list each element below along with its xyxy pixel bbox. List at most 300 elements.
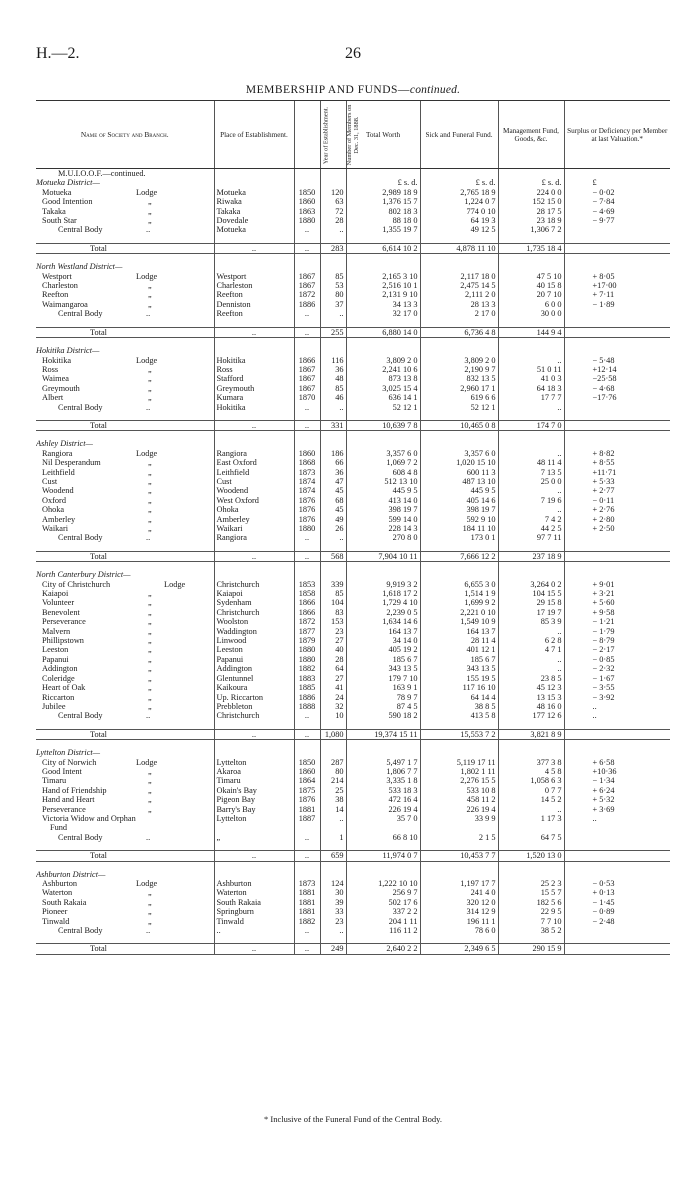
place-cell: Takaka xyxy=(214,207,294,216)
sick-cell: 458 11 2 xyxy=(420,795,498,804)
table-row xyxy=(36,580,670,589)
spacer-cell xyxy=(36,319,214,328)
spacer-cell xyxy=(214,254,294,263)
district-name: North Canterbury District— xyxy=(36,570,131,580)
branch-name: Albert xyxy=(42,393,64,403)
branch-type: „ xyxy=(148,598,152,608)
place-cell: Springburn xyxy=(214,907,294,916)
spacer-cell xyxy=(320,254,346,263)
district-header-row xyxy=(36,748,670,757)
branch-cell xyxy=(36,702,214,711)
worth-cell: 179 7 10 xyxy=(346,674,420,683)
mgmt-cell: 29 15 8 xyxy=(498,598,564,607)
empty-cell xyxy=(214,439,294,448)
table-row xyxy=(36,505,670,514)
branch-name: Nil Desperandum xyxy=(42,458,101,468)
sick-cell: 1,514 1 9 xyxy=(420,589,498,598)
spacer-cell xyxy=(564,721,670,730)
branch-cell xyxy=(36,207,214,216)
branch-cell xyxy=(36,300,214,309)
empty-cell xyxy=(346,870,420,879)
members-cell: .. xyxy=(320,926,346,935)
table-row xyxy=(36,702,670,711)
surplus-cell: +12·14 xyxy=(564,365,670,374)
col-header-members-text: Number of Members on Dec. 31, 1888. xyxy=(345,104,360,165)
spacer-cell xyxy=(420,740,498,749)
surplus-cell: + 8·05 xyxy=(564,272,670,281)
spacer-cell xyxy=(346,319,420,328)
spacer-row xyxy=(36,842,670,851)
spacer-cell xyxy=(564,431,670,440)
branch-name: Amberley xyxy=(42,514,76,524)
worth-cell: 2,131 9 10 xyxy=(346,290,420,299)
total-row xyxy=(36,420,670,430)
empty-cell xyxy=(294,346,320,355)
branch-name: Central Body xyxy=(58,711,103,721)
branch-cell xyxy=(36,365,214,374)
year-cell: 1880 xyxy=(294,645,320,654)
total-row xyxy=(36,327,670,337)
sick-cell: 619 6 6 xyxy=(420,393,498,402)
members-cell: 36 xyxy=(320,468,346,477)
spacer-cell xyxy=(498,935,564,944)
mgmt-cell: 177 12 6 xyxy=(498,711,564,720)
place-cell: Hokitika xyxy=(214,403,294,412)
spacer-cell xyxy=(564,562,670,571)
total-row xyxy=(36,551,670,561)
sick-cell: 2,190 9 7 xyxy=(420,365,498,374)
spacer-cell xyxy=(320,412,346,421)
year-cell: 1873 xyxy=(294,468,320,477)
branch-type: .. xyxy=(146,926,151,936)
total-label: Total xyxy=(36,944,214,954)
district-header-row xyxy=(36,870,670,879)
surplus-cell xyxy=(564,225,670,234)
mgmt-cell: 40 15 8 xyxy=(498,281,564,290)
surplus-cell: − 4·68 xyxy=(564,384,670,393)
mgmt-cell: 224 0 0 xyxy=(498,188,564,197)
table-row xyxy=(36,917,670,926)
spacer-cell xyxy=(36,861,214,870)
district-name: Ashley District— xyxy=(36,439,93,449)
spacer-cell xyxy=(214,338,294,347)
members-cell: 28 xyxy=(320,216,346,225)
spacer-cell xyxy=(36,254,214,263)
branch-type: „ xyxy=(148,804,152,814)
spacer-cell xyxy=(564,935,670,944)
empty-cell xyxy=(346,748,420,757)
table-row xyxy=(36,290,670,299)
branch-name: Pioneer xyxy=(42,907,68,917)
table-row xyxy=(36,216,670,225)
members-cell: 104 xyxy=(320,598,346,607)
empty-cell xyxy=(320,169,346,179)
year-cell: 1886 xyxy=(294,300,320,309)
year-cell: .. xyxy=(294,403,320,412)
branch-type: „ xyxy=(148,897,152,907)
sick-cell: 343 13 5 xyxy=(420,664,498,673)
spacer-cell xyxy=(214,319,294,328)
place-cell: Rangiora xyxy=(214,449,294,458)
mgmt-cell: 14 5 2 xyxy=(498,795,564,804)
surplus-cell: − 5·48 xyxy=(564,356,670,365)
branch-type: Lodge xyxy=(136,757,158,767)
worth-total: 10,639 7 8 xyxy=(346,420,420,430)
place-cell: Denniston xyxy=(214,300,294,309)
surplus-total xyxy=(564,420,670,430)
empty-cell xyxy=(346,169,420,179)
surplus-cell: −25·58 xyxy=(564,374,670,383)
spacer-cell xyxy=(214,935,294,944)
district-name: Hokitika District— xyxy=(36,346,100,356)
district-header-row xyxy=(36,439,670,448)
year-cell: 1880 xyxy=(294,216,320,225)
branch-type: Lodge xyxy=(136,448,158,458)
surplus-cell: − 0·02 xyxy=(564,188,670,197)
surplus-cell: +10·36 xyxy=(564,767,670,776)
sick-cell: 2,765 18 9 xyxy=(420,188,498,197)
surplus-total xyxy=(564,551,670,561)
table-row xyxy=(36,655,670,664)
district-name: Lyttelton District— xyxy=(36,748,101,758)
year-cell: 1882 xyxy=(294,664,320,673)
branch-name: South Star xyxy=(42,216,77,226)
sick-cell: 413 5 8 xyxy=(420,711,498,720)
branch-cell xyxy=(36,281,214,290)
empty-cell xyxy=(498,870,564,879)
sick-cell: 2,960 17 1 xyxy=(420,384,498,393)
sick-total: 4,878 11 10 xyxy=(420,243,498,253)
spacer-row xyxy=(36,319,670,328)
sick-cell: 2,276 15 5 xyxy=(420,776,498,785)
members-cell: 339 xyxy=(320,580,346,589)
sick-cell: 28 11 4 xyxy=(420,636,498,645)
branch-type: „ xyxy=(148,374,152,384)
place-cell: Kaiapoi xyxy=(214,589,294,598)
table-row xyxy=(36,814,670,823)
year-cell: 1876 xyxy=(294,515,320,524)
members-cell: 186 xyxy=(320,449,346,458)
table-row xyxy=(36,374,670,383)
members-cell: .. xyxy=(320,309,346,318)
table-body xyxy=(36,169,670,955)
table-row xyxy=(36,393,670,402)
spacer-cell xyxy=(420,935,498,944)
year-cell: 1867 xyxy=(294,374,320,383)
place-cell: Prebbleton xyxy=(214,702,294,711)
sick-cell: 592 9 10 xyxy=(420,515,498,524)
branch-cell xyxy=(36,496,214,505)
surplus-cell xyxy=(564,403,670,412)
members-cell: 85 xyxy=(320,272,346,281)
surplus-cell: − 7·84 xyxy=(564,197,670,206)
members-cell: 27 xyxy=(320,674,346,683)
branch-cell xyxy=(36,814,214,823)
year-cell: 1881 xyxy=(294,898,320,907)
empty-cell xyxy=(214,870,294,879)
year-cell: 1868 xyxy=(294,458,320,467)
worth-cell: 3,335 1 8 xyxy=(346,776,420,785)
surplus-cell: − 1·67 xyxy=(564,674,670,683)
empty-cell xyxy=(346,570,420,579)
sick-cell: 600 11 3 xyxy=(420,468,498,477)
worth-cell: 226 19 4 xyxy=(346,805,420,814)
branch-type: .. xyxy=(146,533,151,543)
branch-type: Lodge xyxy=(136,187,158,197)
table-row xyxy=(36,608,670,617)
members-cell: 14 xyxy=(320,805,346,814)
district-header-row xyxy=(36,169,670,179)
year-cell xyxy=(294,823,320,832)
district-name: North Westland District— xyxy=(36,262,123,272)
total-label: Total xyxy=(36,327,214,337)
sick-cell: 117 16 10 xyxy=(420,683,498,692)
branch-cell xyxy=(36,898,214,907)
place-cell: .. xyxy=(214,420,294,430)
unit-worth: £ s. d. xyxy=(346,178,420,187)
branch-type: „ xyxy=(148,626,152,636)
members-total: 659 xyxy=(320,851,346,861)
mgmt-cell: 17 19 7 xyxy=(498,608,564,617)
branch-type: „ xyxy=(148,766,152,776)
surplus-cell: + 2·50 xyxy=(564,524,670,533)
worth-cell: 599 14 0 xyxy=(346,515,420,524)
worth-cell: 116 11 2 xyxy=(346,926,420,935)
members-cell: 33 xyxy=(320,907,346,916)
branch-type: „ xyxy=(148,486,152,496)
year-cell: 1881 xyxy=(294,805,320,814)
members-total: 255 xyxy=(320,327,346,337)
sick-cell: 1,020 15 10 xyxy=(420,458,498,467)
branch-cell xyxy=(36,197,214,206)
branch-cell xyxy=(36,374,214,383)
spacer-cell xyxy=(294,543,320,552)
spacer-cell xyxy=(346,254,420,263)
branch-cell xyxy=(36,758,214,767)
branch-type: „ xyxy=(148,281,152,291)
year-cell: 1883 xyxy=(294,674,320,683)
branch-type: .. xyxy=(146,711,151,721)
surplus-cell xyxy=(564,833,670,842)
mgmt-cell: 30 0 0 xyxy=(498,309,564,318)
year-cell: .. xyxy=(294,729,320,739)
mgmt-cell: 48 11 4 xyxy=(498,458,564,467)
worth-cell: 164 13 7 xyxy=(346,627,420,636)
surplus-cell: −17·76 xyxy=(564,393,670,402)
total-label: Total xyxy=(36,729,214,739)
members-total: 249 xyxy=(320,944,346,954)
place-cell: Leeston xyxy=(214,645,294,654)
spacer-cell xyxy=(294,861,320,870)
spacer-cell xyxy=(346,740,420,749)
place-cell: Reefton xyxy=(214,290,294,299)
place-cell: Motueka xyxy=(214,188,294,197)
members-total: 331 xyxy=(320,420,346,430)
year-cell: 1860 xyxy=(294,449,320,458)
members-total: 1,080 xyxy=(320,729,346,739)
table-row xyxy=(36,281,670,290)
mgmt-cell: 44 2 5 xyxy=(498,524,564,533)
spacer-cell xyxy=(498,235,564,244)
spacer-cell xyxy=(498,562,564,571)
empty-cell xyxy=(320,439,346,448)
members-cell: 23 xyxy=(320,627,346,636)
branch-name: Ohoka xyxy=(42,505,65,515)
sick-cell: 5,119 17 11 xyxy=(420,758,498,767)
spacer-cell xyxy=(420,842,498,851)
branch-cell xyxy=(36,403,214,412)
branch-type: „ xyxy=(148,197,152,207)
mgmt-cell: 377 3 8 xyxy=(498,758,564,767)
table-row xyxy=(36,879,670,888)
sick-cell: 6,655 3 0 xyxy=(420,580,498,589)
members-total: 568 xyxy=(320,551,346,561)
spacer-cell xyxy=(420,254,498,263)
year-cell: 1860 xyxy=(294,767,320,776)
spacer-cell xyxy=(564,338,670,347)
branch-name: Malvern xyxy=(42,626,71,636)
sick-cell: 1,549 10 9 xyxy=(420,617,498,626)
table-row xyxy=(36,365,670,374)
empty-cell xyxy=(498,346,564,355)
sick-cell: 3,809 2 0 xyxy=(420,356,498,365)
members-cell: 49 xyxy=(320,515,346,524)
spacer-cell xyxy=(320,235,346,244)
spacer-cell xyxy=(498,254,564,263)
spacer-cell xyxy=(420,412,498,421)
year-cell: 1867 xyxy=(294,272,320,281)
table-row xyxy=(36,795,670,804)
sick-cell: 173 0 1 xyxy=(420,533,498,542)
surplus-cell: + 6·58 xyxy=(564,758,670,767)
spacer-row xyxy=(36,254,670,263)
branch-cell xyxy=(36,926,214,935)
unit-sick: £ s. d. xyxy=(420,178,498,187)
spacer-cell xyxy=(214,235,294,244)
surplus-cell: − 1·45 xyxy=(564,898,670,907)
surplus-cell: + 8·82 xyxy=(564,449,670,458)
mgmt-total: 237 18 9 xyxy=(498,551,564,561)
mgmt-cell: 1,058 6 3 xyxy=(498,776,564,785)
year-cell: 1881 xyxy=(294,888,320,897)
members-cell: .. xyxy=(320,225,346,234)
table-row xyxy=(36,515,670,524)
district-header-row xyxy=(36,346,670,355)
year-cell: 1870 xyxy=(294,393,320,402)
branch-type: Lodge xyxy=(136,879,158,888)
branch-name: Waterton xyxy=(42,888,73,898)
worth-cell: 52 12 1 xyxy=(346,403,420,412)
year-cell: .. xyxy=(294,309,320,318)
branch-cell xyxy=(36,683,214,692)
members-cell: 45 xyxy=(320,486,346,495)
worth-cell: 5,497 1 7 xyxy=(346,758,420,767)
spacer-cell xyxy=(564,543,670,552)
spacer-cell xyxy=(320,562,346,571)
sick-cell: 185 6 7 xyxy=(420,655,498,664)
mgmt-total: 1,735 18 4 xyxy=(498,243,564,253)
worth-cell: 1,729 4 10 xyxy=(346,598,420,607)
mgmt-cell: 6 2 8 xyxy=(498,636,564,645)
branch-name: Westport xyxy=(42,271,72,281)
branch-type: „ xyxy=(148,514,152,524)
spacer-cell xyxy=(564,740,670,749)
worth-cell: 413 14 0 xyxy=(346,496,420,505)
year-cell: 1853 xyxy=(294,580,320,589)
empty-cell xyxy=(320,570,346,579)
surplus-cell: + 9·58 xyxy=(564,608,670,617)
place-cell: Hokitika xyxy=(214,356,294,365)
branch-cell xyxy=(36,674,214,683)
place-cell: Waterton xyxy=(214,888,294,897)
table-row xyxy=(36,449,670,458)
surplus-cell: − 3·92 xyxy=(564,693,670,702)
mgmt-cell: 38 5 2 xyxy=(498,926,564,935)
worth-cell: 1,806 7 7 xyxy=(346,767,420,776)
surplus-cell xyxy=(564,926,670,935)
page-number: 26 xyxy=(345,45,361,62)
mgmt-cell: .. xyxy=(498,505,564,514)
spacer-cell xyxy=(564,842,670,851)
year-cell: 1860 xyxy=(294,197,320,206)
surplus-cell: + 9·01 xyxy=(564,580,670,589)
members-cell: 47 xyxy=(320,477,346,486)
spacer-row xyxy=(36,543,670,552)
branch-name: City of Christchurch xyxy=(42,579,111,589)
year-cell: 1887 xyxy=(294,814,320,823)
worth-cell: 512 13 10 xyxy=(346,477,420,486)
empty-cell xyxy=(320,748,346,757)
members-cell: 116 xyxy=(320,356,346,365)
place-cell: .. xyxy=(214,729,294,739)
spacer-cell xyxy=(564,235,670,244)
place-cell: Reefton xyxy=(214,309,294,318)
spacer-row xyxy=(36,721,670,730)
empty-cell xyxy=(214,346,294,355)
mgmt-cell: .. xyxy=(498,356,564,365)
branch-name: City of Norwich xyxy=(42,757,97,767)
members-cell: 48 xyxy=(320,374,346,383)
members-cell xyxy=(320,823,346,832)
members-cell: .. xyxy=(320,403,346,412)
spacer-cell xyxy=(346,338,420,347)
mgmt-cell: .. xyxy=(498,449,564,458)
mgmt-cell: .. xyxy=(498,805,564,814)
branch-cell xyxy=(36,468,214,477)
total-row xyxy=(36,851,670,861)
empty-cell xyxy=(294,748,320,757)
table-row xyxy=(36,823,670,832)
empty-cell xyxy=(294,570,320,579)
spacer-row xyxy=(36,431,670,440)
spacer-cell xyxy=(294,431,320,440)
mgmt-cell: 48 16 0 xyxy=(498,702,564,711)
table-row xyxy=(36,496,670,505)
sick-total: 10,453 7 7 xyxy=(420,851,498,861)
branch-cell xyxy=(36,188,214,197)
empty-cell xyxy=(294,439,320,448)
surplus-cell: + 5·32 xyxy=(564,795,670,804)
worth-cell: 204 1 11 xyxy=(346,917,420,926)
table-row xyxy=(36,758,670,767)
worth-total: 2,640 2 2 xyxy=(346,944,420,954)
worth-cell: 34 14 0 xyxy=(346,636,420,645)
branch-name: Phillipstown xyxy=(42,636,84,646)
surplus-cell: − 9·77 xyxy=(564,216,670,225)
branch-name: Ross xyxy=(42,364,59,374)
place-cell: .. xyxy=(214,926,294,935)
col-header-year xyxy=(294,101,329,169)
